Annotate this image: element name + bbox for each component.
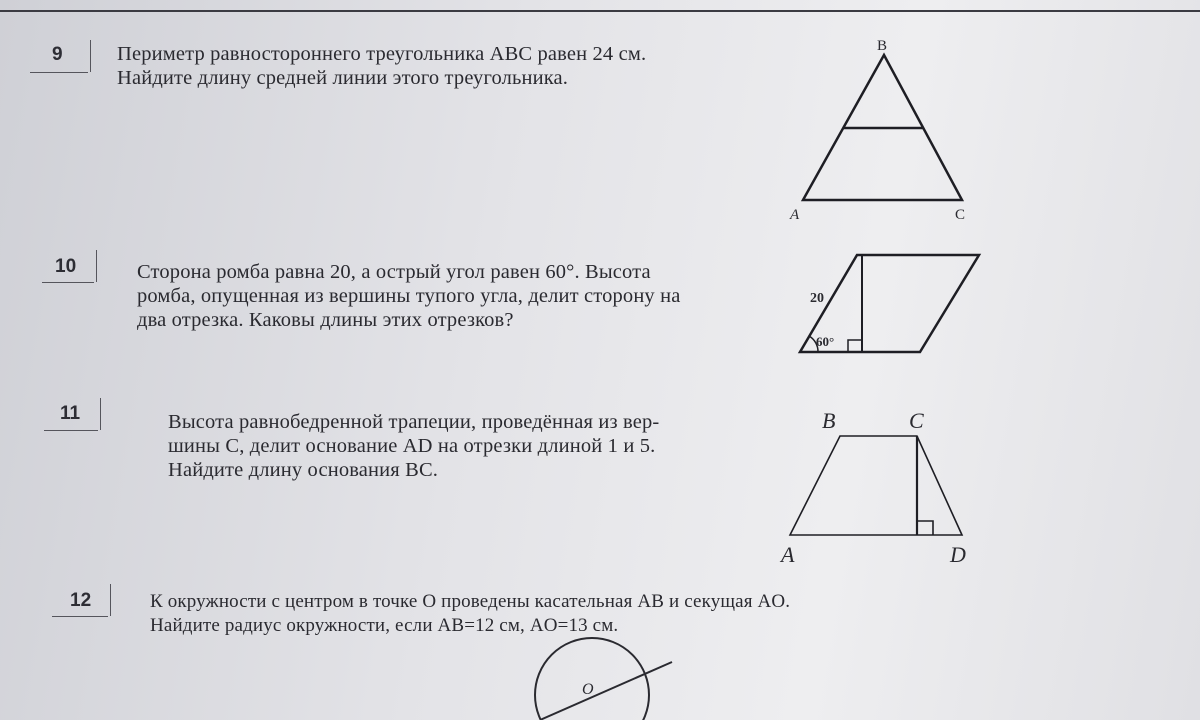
label-trapezoid-c: C — [909, 408, 924, 433]
problem-9-line-2: Найдите длину средней линии этого треугольника. — [117, 67, 569, 89]
trapezoid-abcd — [790, 436, 962, 535]
problem-11-line-1: Высота равнобедренной трапеции, проведённая из вер- — [168, 411, 660, 433]
problem-12-line-1: К окружности с центром в точке O проведены касательная AB и секущая AO. — [150, 591, 791, 612]
circle-figure — [535, 638, 672, 720]
problem-12-number: 12 — [70, 590, 92, 611]
label-rhombus-angle: 60° — [816, 334, 835, 349]
circle-secant-line — [540, 662, 672, 720]
problem-11-number: 11 — [60, 403, 81, 424]
triangle-figure — [803, 55, 962, 200]
label-trapezoid-b: B — [822, 408, 836, 433]
problem-10-line-1: Сторона ромба равна 20, а острый угол равен 60°. Высота — [137, 261, 651, 283]
label-triangle-c: C — [955, 207, 966, 223]
problem-10-line-3: два отрезка. Каковы длины этих отрезков? — [137, 309, 514, 331]
problem-12-line-2: Найдите радиус окружности, если AB=12 см, AO=13 см. — [150, 615, 619, 636]
label-circle-o: O — [582, 681, 594, 698]
trapezoid-figure — [790, 436, 962, 535]
label-triangle-a: A — [790, 207, 800, 223]
label-triangle-b: B — [877, 38, 888, 54]
rhombus-right-angle-mark — [848, 340, 862, 352]
problem-10-line-2: ромба, опущенная из вершины тупого угла, делит сторону на — [137, 285, 681, 307]
problem-10-number: 10 — [55, 256, 77, 277]
label-trapezoid-d: D — [950, 542, 966, 567]
problem-11-line-2: шины C, делит основание AD на отрезки длиной 1 и 5. — [168, 435, 656, 457]
trapezoid-right-angle-mark — [917, 521, 933, 535]
label-rhombus-side: 20 — [810, 291, 824, 306]
problem-9-number: 9 — [52, 44, 63, 65]
problem-11-line-3: Найдите длину основания BC. — [168, 459, 439, 481]
problem-9-line-1: Периметр равностороннего треугольника ABC равен 24 см. — [117, 43, 647, 65]
label-trapezoid-a: A — [781, 542, 795, 567]
